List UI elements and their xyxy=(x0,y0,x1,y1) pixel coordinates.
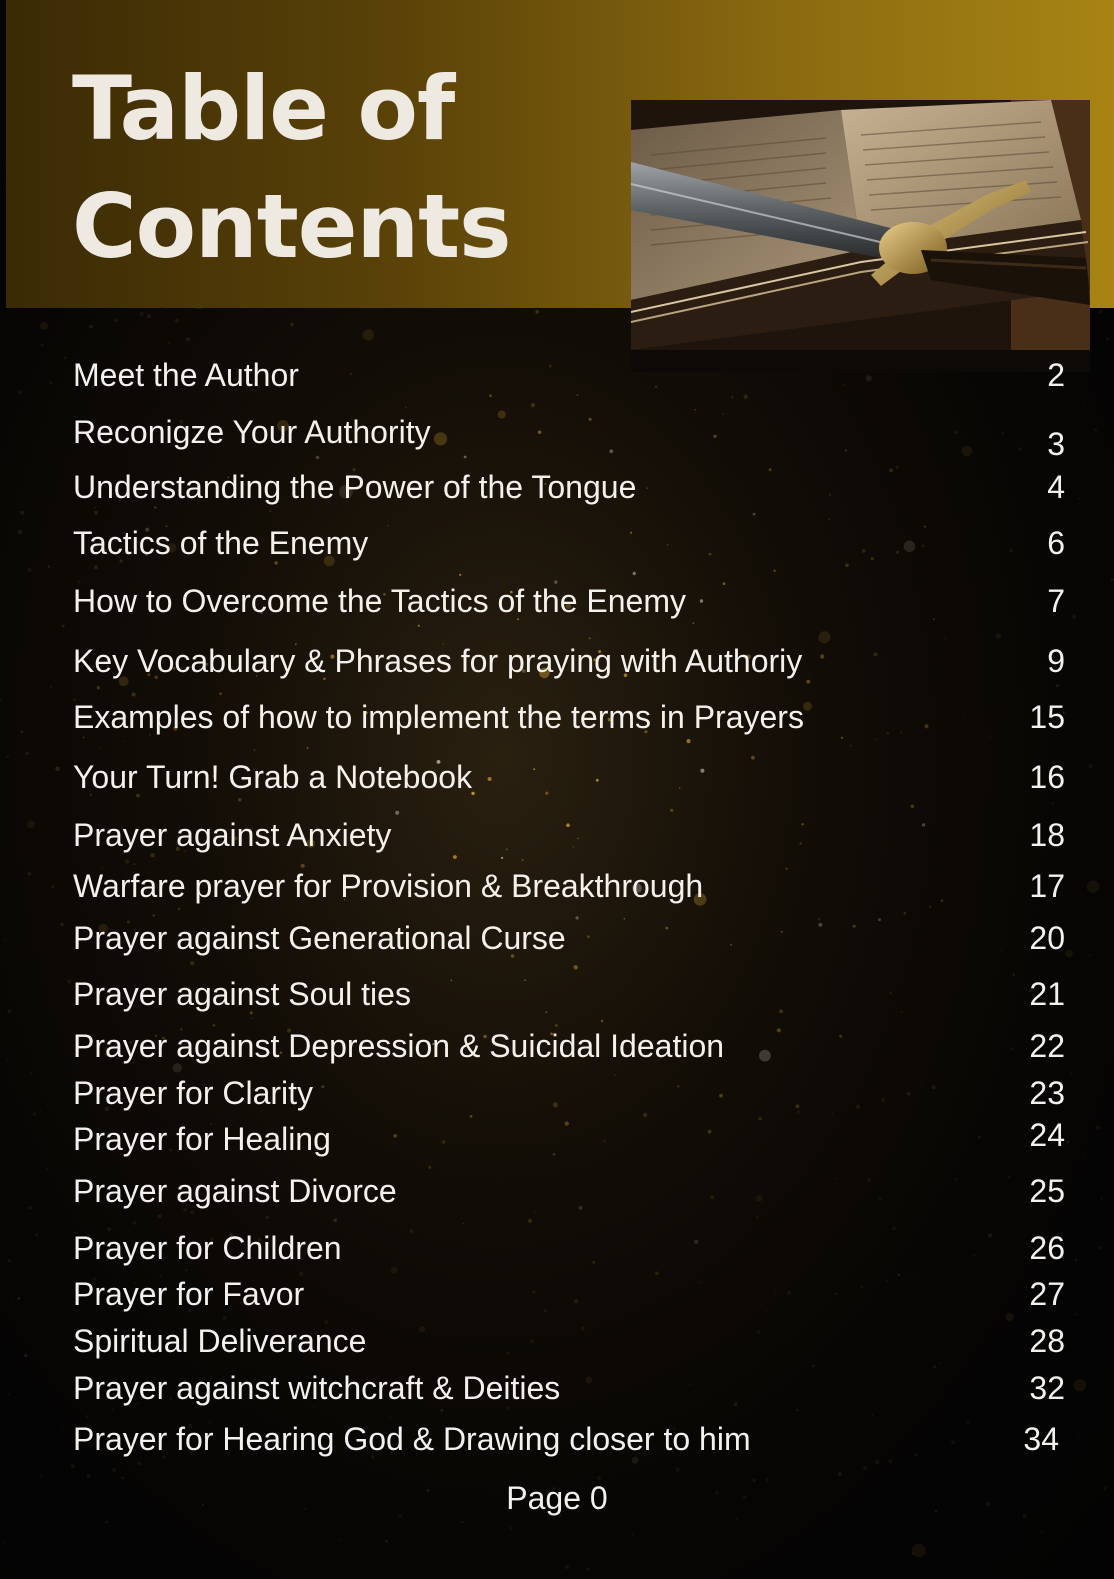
sparkle xyxy=(50,382,53,385)
sparkle xyxy=(791,1552,792,1553)
sparkle xyxy=(55,767,59,771)
sparkle xyxy=(753,513,756,516)
toc-entry-label: Spiritual Deliverance xyxy=(73,1323,367,1359)
sparkle xyxy=(18,530,22,534)
sparkle xyxy=(140,312,143,315)
sparkle xyxy=(28,872,32,876)
toc-entry-spiritual-deliverance[interactable] xyxy=(73,1317,1073,1365)
sparkle xyxy=(14,1421,15,1422)
sparkle xyxy=(1099,310,1102,313)
sparkle xyxy=(464,456,467,459)
sparkle xyxy=(28,1206,32,1210)
sparkle xyxy=(62,625,65,628)
toc-entry-label: Prayer for Hearing God & Drawing closer to him xyxy=(73,1421,751,1457)
sparkle xyxy=(1051,802,1054,805)
sparkle xyxy=(25,752,29,756)
toc-entry-prayer-for-healing[interactable] xyxy=(73,1115,1073,1163)
toc-entry-depression[interactable] xyxy=(73,1022,1073,1070)
sparkle xyxy=(1075,1259,1077,1261)
sparkle xyxy=(522,859,524,861)
toc-entry-label: Prayer for Favor xyxy=(73,1276,305,1312)
sparkle xyxy=(71,1464,75,1468)
sparkle xyxy=(168,342,171,345)
sparkle xyxy=(290,323,293,326)
sparkle xyxy=(60,923,64,927)
sparkle xyxy=(1088,764,1092,768)
toc-entry-label: Examples of how to implement the terms in Prayers xyxy=(73,699,804,735)
sparkle xyxy=(24,1354,28,1358)
sparkle xyxy=(531,403,535,407)
sparkle xyxy=(7,1060,9,1062)
sparkle xyxy=(461,1521,464,1524)
sparkle xyxy=(316,456,319,459)
sparkle xyxy=(27,568,31,572)
sparkle xyxy=(64,356,67,359)
toc-entry-page-number: 24 xyxy=(1029,1117,1065,1153)
toc-entry-page-number: 20 xyxy=(1029,920,1065,956)
toc-entry-prayer-for-children[interactable] xyxy=(73,1224,1073,1272)
sparkle xyxy=(528,1219,532,1223)
sparkle xyxy=(911,804,915,808)
sparkle xyxy=(1106,337,1109,340)
sparkle xyxy=(850,745,852,747)
page-title xyxy=(72,50,511,286)
toc-entry-your-turn[interactable] xyxy=(73,753,1073,801)
sparkle xyxy=(1074,1379,1086,1391)
sparkle xyxy=(632,1533,634,1535)
toc-entry-label: Prayer against Depression & Suicidal Ideation xyxy=(73,1028,725,1064)
toc-entry-label: Prayer against Soul ties xyxy=(73,976,411,1012)
sparkle xyxy=(1074,755,1075,756)
sparkle xyxy=(1087,880,1100,893)
sparkle xyxy=(97,686,100,689)
toc-entry-page-number: 9 xyxy=(1047,643,1065,679)
toc-entry-page-number: 32 xyxy=(1029,1370,1065,1406)
sparkle xyxy=(7,756,10,759)
sparkle xyxy=(266,1216,268,1218)
toc-entry-page-number: 15 xyxy=(1029,699,1065,735)
sparkle xyxy=(12,1301,14,1303)
toc-entry-page-number: 21 xyxy=(1029,976,1065,1012)
sparkle xyxy=(0,699,2,701)
toc-entry-label: Warfare prayer for Provision & Breakthrough xyxy=(73,868,704,904)
toc-entry-witchcraft-deities[interactable] xyxy=(73,1364,1073,1412)
toc-entry-page-number: 2 xyxy=(1047,357,1065,393)
toc-entry-generational-curse[interactable] xyxy=(73,914,1073,962)
sparkle xyxy=(574,965,578,969)
sparkle xyxy=(175,319,179,323)
toc-entry-page-number: 3 xyxy=(1047,426,1065,462)
sparkle xyxy=(486,1539,487,1540)
toc-entry-label: Prayer for Children xyxy=(73,1230,342,1266)
sparkle xyxy=(63,1427,64,1428)
sparkle xyxy=(773,570,775,572)
sparkle xyxy=(338,1540,340,1542)
toc-entry-page-number: 25 xyxy=(1029,1173,1065,1209)
sparkle xyxy=(8,1259,12,1263)
sparkle xyxy=(307,747,309,749)
sparkle xyxy=(27,820,35,828)
toc-entry-page-number: 6 xyxy=(1047,525,1065,561)
sparkle xyxy=(633,572,636,575)
toc-entry-meet-the-author[interactable] xyxy=(73,351,1073,399)
sparkle xyxy=(363,329,374,340)
sparkle xyxy=(18,390,22,394)
sparkle xyxy=(535,310,539,314)
sparkle xyxy=(40,322,48,330)
sparkle xyxy=(112,1468,116,1472)
toc-entry-reconigze-your-authority[interactable] xyxy=(73,408,1073,462)
sparkle xyxy=(43,544,44,545)
sparkle xyxy=(863,1466,867,1470)
sparkle xyxy=(1075,1313,1077,1315)
sparkle xyxy=(333,1219,337,1223)
toc-entry-page-number: 16 xyxy=(1029,759,1065,795)
sparkle xyxy=(7,1009,11,1013)
sparkle xyxy=(20,511,24,515)
sparkle xyxy=(1099,1246,1102,1249)
sparkle xyxy=(459,574,461,576)
sparkle xyxy=(1085,525,1086,526)
sparkle xyxy=(509,1527,512,1530)
toc-entry-prayer-for-clarity[interactable] xyxy=(73,1069,1073,1117)
toc-entry-page-number: 27 xyxy=(1029,1276,1065,1312)
toc-entry-label: Meet the Author xyxy=(73,357,299,393)
toc-entry-page-number: 7 xyxy=(1047,583,1065,619)
page-number-footer: Page 0 xyxy=(506,1480,608,1516)
sparkle xyxy=(186,337,190,341)
sparkle xyxy=(1088,954,1090,956)
sparkle xyxy=(1096,1126,1100,1130)
toc-entry-label: Tactics of the Enemy xyxy=(73,525,369,561)
toc-entry-soul-ties[interactable] xyxy=(73,970,1073,1018)
toc-entry-page-number: 18 xyxy=(1029,817,1065,853)
sparkle xyxy=(912,1544,926,1558)
sparkle xyxy=(94,511,98,515)
toc-entry-label: Understanding the Power of the Tongue xyxy=(73,469,637,505)
sparkle xyxy=(1100,1197,1102,1199)
toc-entry-prayer-against-divorce[interactable] xyxy=(73,1167,1073,1215)
toc-entry-page-number: 4 xyxy=(1047,469,1065,505)
sparkle xyxy=(565,1565,569,1569)
sparkle xyxy=(46,1168,48,1170)
sparkle xyxy=(33,1113,36,1116)
sparkle xyxy=(3,1542,5,1544)
sparkle xyxy=(385,1540,388,1543)
toc-entry-label: Key Vocabulary & Phrases for praying with Authoriy xyxy=(73,643,803,679)
toc-entry-warfare-prayer-provision[interactable] xyxy=(73,862,1073,910)
sparkle xyxy=(39,1111,41,1113)
toc-entry-label: Prayer against witchcraft & Deities xyxy=(73,1370,561,1406)
toc-entry-power-of-the-tongue[interactable] xyxy=(73,463,1073,511)
toc-entry-prayer-for-favor[interactable] xyxy=(73,1270,1073,1318)
toc-entry-key-vocabulary[interactable] xyxy=(73,637,1073,685)
sparkle xyxy=(1111,578,1114,581)
sparkle xyxy=(51,885,55,889)
sparkle xyxy=(147,314,151,318)
sparkle xyxy=(17,1297,20,1300)
sparkle xyxy=(676,1468,679,1471)
sparkle xyxy=(105,1521,108,1524)
toc-entry-examples-of-terms[interactable] xyxy=(73,693,1073,741)
toc-entry-prayer-against-anxiety[interactable] xyxy=(73,811,1073,859)
sparkle xyxy=(4,939,6,941)
sparkle xyxy=(115,318,119,322)
sparkle xyxy=(1095,428,1098,431)
toc-entry-page-number: 26 xyxy=(1029,1230,1065,1266)
bible-sword-illustration xyxy=(631,100,1090,372)
sparkle xyxy=(1078,413,1079,414)
sparkle xyxy=(8,1394,10,1396)
sparkle xyxy=(756,1216,758,1218)
sparkle xyxy=(586,1567,589,1570)
toc-entry-label: Reconigze Your Authority xyxy=(73,414,431,450)
sparkle xyxy=(0,918,1,919)
sparkle xyxy=(1084,1157,1086,1159)
toc-entry-page-number: 23 xyxy=(1029,1075,1065,1111)
toc-entry-label: Prayer against Generational Curse xyxy=(73,920,566,956)
toc-entry-page-number: 34 xyxy=(1023,1421,1059,1457)
sparkle xyxy=(35,1233,38,1236)
sparkle xyxy=(1078,1434,1080,1436)
sparkle xyxy=(1083,405,1084,406)
toc-entry-label: Your Turn! Grab a Notebook xyxy=(73,759,473,795)
sparkle xyxy=(1041,1531,1043,1533)
toc-entry-label: How to Overcome the Tactics of the Enemy xyxy=(73,583,686,619)
toc-entry-label: Prayer against Anxiety xyxy=(73,817,392,853)
toc-entry-label: Prayer for Healing xyxy=(73,1121,331,1157)
page-title-line-2: Contents xyxy=(72,175,511,278)
sparkle xyxy=(254,749,256,751)
toc-entry-page-number: 17 xyxy=(1029,868,1065,904)
sparkle xyxy=(50,686,52,688)
toc-entry-page-number: 28 xyxy=(1029,1323,1065,1359)
sparkle xyxy=(20,730,23,733)
sparkle xyxy=(89,325,93,329)
sparkle xyxy=(41,344,44,347)
sparkle xyxy=(99,747,101,749)
sparkle xyxy=(30,1073,32,1075)
bible-and-sword-photo xyxy=(631,100,1090,372)
sparkle xyxy=(48,565,50,567)
toc-entry-label: Prayer against Divorce xyxy=(73,1173,397,1209)
toc-entry-tactics-of-the-enemy[interactable] xyxy=(73,519,1073,567)
toc-entry-hearing-god[interactable] xyxy=(73,1415,1073,1463)
toc-entry-label: Prayer for Clarity xyxy=(73,1075,314,1111)
page-title-line-1: Table of xyxy=(72,57,455,160)
toc-entry-page-number: 22 xyxy=(1029,1028,1065,1064)
sparkle xyxy=(67,980,71,984)
sparkle xyxy=(1078,498,1080,500)
toc-entry-overcome-tactics[interactable] xyxy=(73,577,1073,625)
